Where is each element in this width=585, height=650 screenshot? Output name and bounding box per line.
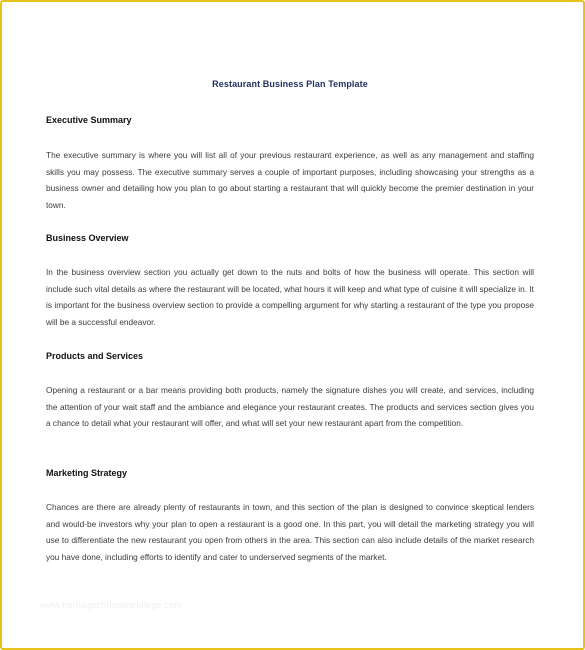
section-body-products-and-services: Opening a restaurant or a bar means providing both products, namely the signature dishes you will create, and services, including the attention of your wait staff and the ambiance and elegance your restaurant creates. The products and services section gives you a chance to detail what your restaurant will offer, and what will set your new restaurant apart from the competition.	[46, 385, 534, 429]
section-heading-business-overview: Business Overview	[46, 233, 129, 243]
section-heading-marketing-strategy: Marketing Strategy	[46, 468, 128, 478]
section-heading-products-and-services: Products and Services	[46, 351, 144, 361]
section-heading-executive-summary: Executive Summary	[46, 115, 132, 125]
section-body-marketing-strategy: Chances are there are already plenty of restaurants in town, and this section of the plan is designed to convince skeptical lenders and would-be investors why your plan to open a restaurant is a good one. In this part, you will detail the marketing strategy you will use to differentiate the new restaurant you open from others in the area. This section can also include details of the market research you have done, including efforts to identify and cater to underserved segments of the market.	[46, 502, 534, 562]
section-body-business-overview: In the business overview section you actually get down to the nuts and bolts of how the business will operate. This section will include such vital details as where the restaurant will be located, what hours it will keep and what type of cuisine it will specialize in. It is important for the business overview section to provide a compelling argument for why starting a restaurant of the type you propose will be a successful endeavor.	[46, 267, 534, 327]
section-body-executive-summary: The executive summary is where you will list all of your previous restaurant experience, as well as any management and staffing skills you may possess. The executive summary serves a couple of important purposes, including showcasing your strengths as a business owner and detailing how you plan to go about starting a restaurant that will quickly become the premier destination in your town.	[46, 150, 534, 210]
document-title: Restaurant Business Plan Template	[212, 79, 368, 89]
watermark-text: www.heritagechristiancollege.com	[40, 600, 182, 610]
